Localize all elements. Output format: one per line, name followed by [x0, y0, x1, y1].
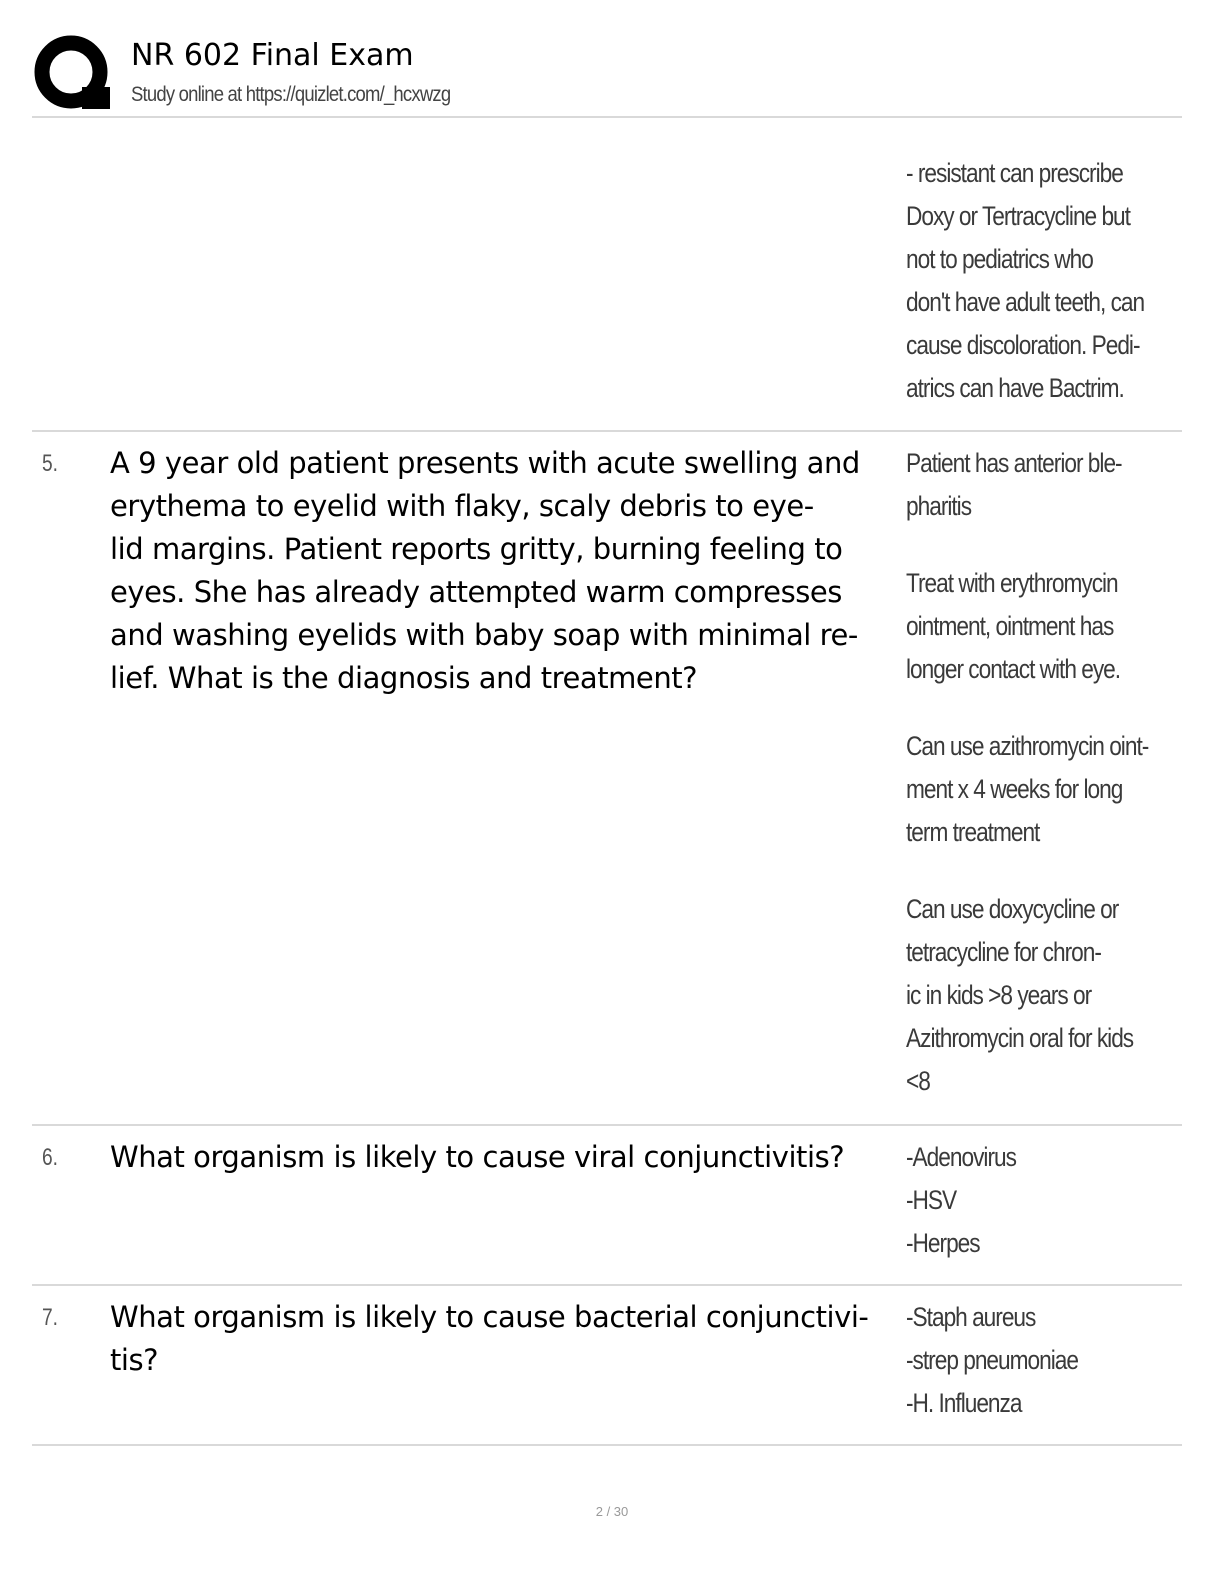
answer-line: ic in kids >8 years or [906, 980, 1092, 1010]
question-line: tis? [110, 1343, 159, 1377]
answer-line: Can use doxycycline or [906, 894, 1119, 924]
answer-line: term treatment [906, 817, 1040, 847]
answer-line: Can use azithromycin oint- [906, 731, 1149, 761]
row-divider [32, 1124, 1182, 1126]
paragraph-gap [906, 528, 1158, 562]
answer-line: ment x 4 weeks for long [906, 774, 1123, 804]
answer-line: -Staph aureus [906, 1302, 1036, 1332]
paragraph-gap [906, 691, 1158, 725]
flashcard-row [32, 152, 1182, 430]
row-divider [32, 1444, 1182, 1446]
answer-text [906, 152, 1158, 410]
question-line: erythema to eyelid with flaky, scaly debris to eye- [110, 489, 814, 523]
answer-line: tetracycline for chron- [906, 937, 1101, 967]
answer-line: Doxy or Tertracycline but [906, 201, 1130, 231]
answer-line: atrics can have Bactrim. [906, 373, 1124, 403]
answer-line: -HSV [906, 1185, 957, 1215]
document-title: NR 602 Final Exam [131, 38, 414, 73]
answer-line: - resistant can prescribe [906, 158, 1123, 188]
answer-line: ointment, ointment has [906, 611, 1114, 641]
answer-line: -Adenovirus [906, 1142, 1016, 1172]
page-number: 2 / 30 [595, 1504, 629, 1519]
question-text [110, 442, 900, 700]
question-line: What organism is likely to cause viral conjunctivitis? [110, 1140, 845, 1174]
answer-text [906, 442, 1158, 1103]
answer-line: Treat with erythromycin [906, 568, 1118, 598]
answer-line: not to pediatrics who [906, 244, 1093, 274]
answer-line: <8 [906, 1066, 930, 1096]
answer-line: don't have adult teeth, can [906, 287, 1145, 317]
answer-line: -strep pneumoniae [906, 1345, 1078, 1375]
row-divider [32, 430, 1182, 432]
question-text [110, 1136, 900, 1179]
answer-line: Patient has anterior ble- [906, 448, 1122, 478]
answer-line: longer contact with eye. [906, 654, 1121, 684]
question-line: lid margins. Patient reports gritty, burning feeling to [110, 532, 843, 566]
question-text [110, 1296, 900, 1382]
question-line: eyes. She has already attempted warm compresses [110, 575, 842, 609]
answer-line: Azithromycin oral for kids [906, 1023, 1134, 1053]
question-line: lief. What is the diagnosis and treatment? [110, 661, 698, 695]
card-number: 6. [42, 1144, 59, 1171]
answer-line: cause discoloration. Pedi- [906, 330, 1140, 360]
flashcard-row [32, 442, 1182, 1122]
card-number: 5. [42, 450, 59, 477]
quizlet-q-logo-icon [34, 35, 112, 113]
paragraph-gap [906, 854, 1158, 888]
question-line: What organism is likely to cause bacterial conjunctivi- [110, 1300, 869, 1334]
answer-line: -Herpes [906, 1228, 980, 1258]
card-number: 7. [42, 1304, 59, 1331]
question-line: and washing eyelids with baby soap with minimal re- [110, 618, 858, 652]
row-divider [32, 1284, 1182, 1286]
answer-line: -H. Influenza [906, 1388, 1022, 1418]
answer-line: pharitis [906, 491, 972, 521]
flashcard-row [32, 1136, 1182, 1284]
study-online-link[interactable]: Study online at https://quizlet.com/_hcxwzg [131, 83, 451, 106]
page-header [32, 30, 1182, 118]
answer-text [906, 1136, 1158, 1265]
question-line: A 9 year old patient presents with acute swelling and [110, 446, 860, 480]
answer-text [906, 1296, 1158, 1425]
flashcard-row [32, 1296, 1182, 1444]
